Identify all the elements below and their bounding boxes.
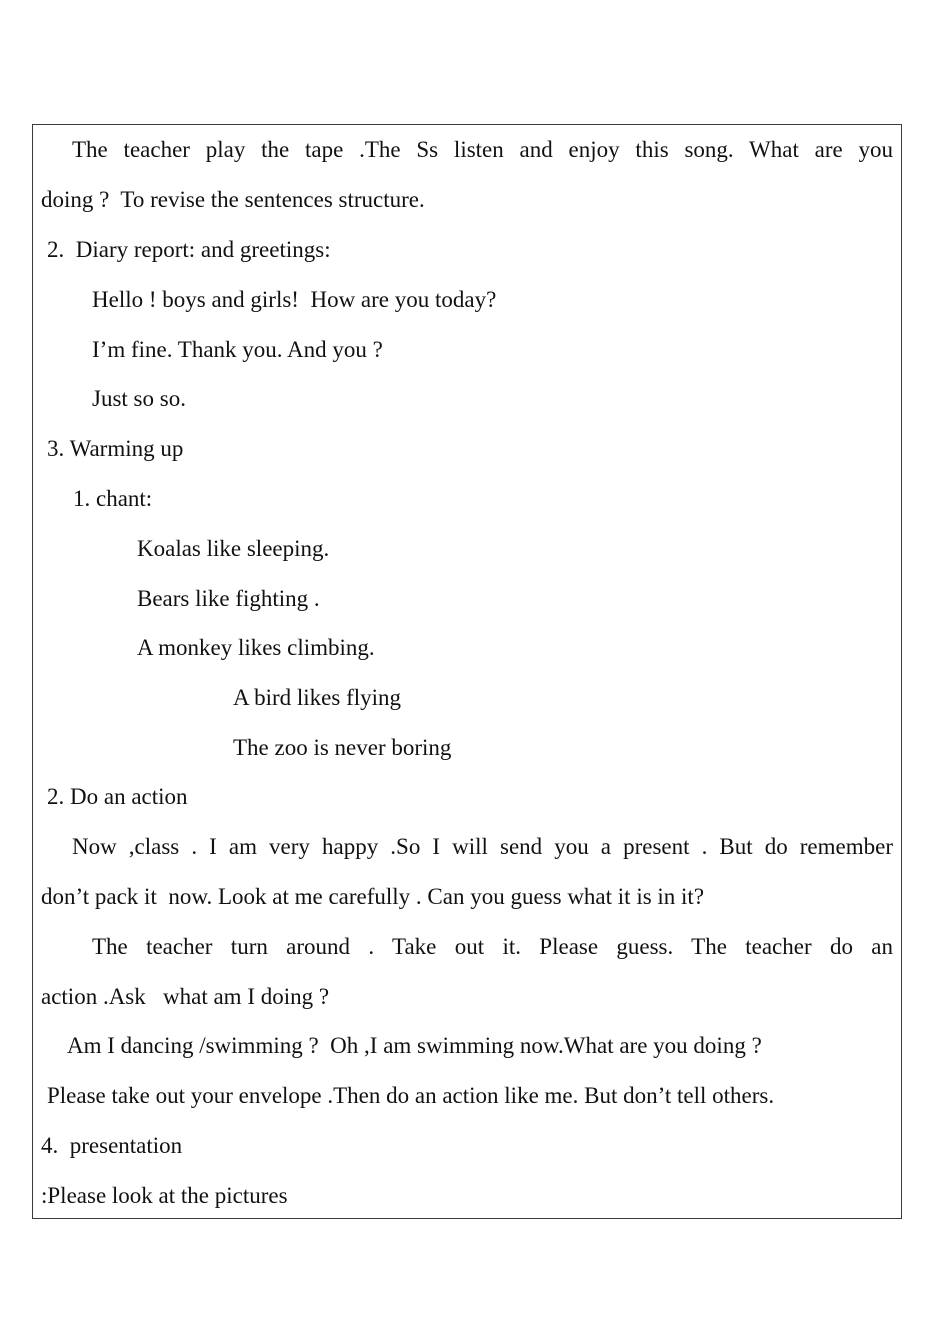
action-line4: Please take out your envelope .Then do an action like me. But don’t tell others.	[47, 1083, 775, 1108]
action-line3: Am I dancing /swimming ? Oh ,I am swimming now.What are you doing ?	[67, 1033, 762, 1058]
action-p2-line1: The teacher turn around . Take out it. Please guess. The teacher do an	[92, 934, 893, 959]
chant-line-4: A bird likes flying	[233, 685, 402, 710]
chant-line-2: Bears like fighting .	[137, 586, 320, 611]
chant-label: 1. chant:	[73, 486, 153, 511]
action-p1-line2: don’t pack it now. Look at me carefully . Can you guess what it is in it?	[41, 884, 705, 909]
section4-line1: :Please look at the pictures	[41, 1183, 288, 1208]
section4-heading: 4. presentation	[41, 1133, 183, 1158]
chant-line-3: A monkey likes climbing.	[137, 635, 375, 660]
greeting-line-3: Just so so.	[92, 386, 186, 411]
greeting-line-1: Hello ! boys and girls! How are you today?	[92, 287, 497, 312]
section2-heading: 2. Diary report: and greetings:	[47, 237, 331, 262]
chant-line-5: The zoo is never boring	[233, 735, 452, 760]
para1-line1: The teacher play the tape .The Ss listen and enjoy this song. What are you	[72, 137, 893, 162]
action-p1-line1: Now ,class . I am very happy .So I will send you a present . But do remember	[72, 834, 893, 859]
action-heading: 2. Do an action	[47, 784, 188, 809]
greeting-line-2: I’m fine. Thank you. And you ?	[92, 337, 383, 362]
action-p2-line2: action .Ask what am I doing ?	[41, 984, 330, 1009]
para1-line2: doing ? To revise the sentences structure.	[41, 187, 425, 212]
chant-line-1: Koalas like sleeping.	[137, 536, 330, 561]
section3-heading: 3. Warming up	[47, 436, 184, 461]
